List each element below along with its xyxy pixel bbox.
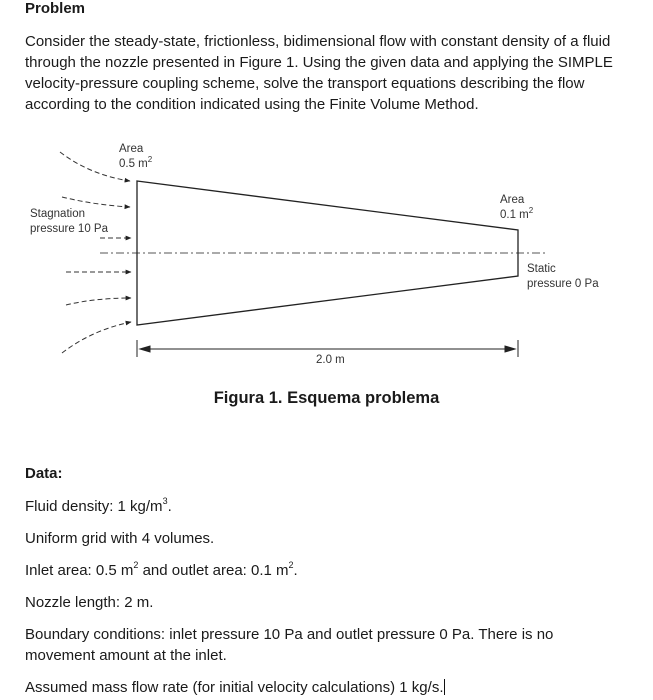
boundary-line: Boundary conditions: inlet pressure 10 Pa and outlet pressure 0 Pa. There is no movement amount at the inlet.: [25, 626, 554, 664]
text-caret: [444, 679, 445, 695]
length-label: 2.0 m: [316, 354, 345, 366]
data-heading: Data:: [25, 465, 63, 482]
problem-heading: Problem: [25, 0, 86, 17]
grid-line: Uniform grid with 4 volumes.: [25, 530, 215, 547]
stagnation-label: Stagnation: [30, 208, 85, 220]
static-value: pressure 0 Pa: [527, 278, 599, 290]
figure-caption: Figura 1. Esquema problema: [213, 389, 440, 407]
outlet-area-value: 0.1 $m^2$: [500, 206, 534, 221]
inlet-area-label: Area: [119, 143, 144, 155]
inlet-area-value: 0.5 $m^2$: [119, 155, 153, 170]
nozzle-diagram: [0, 135, 653, 375]
length-line: Nozzle length: 2 m.: [25, 594, 154, 611]
density-line: Fluid density: 1 $kg/m^3$.: [25, 496, 172, 515]
stagnation-value: pressure 10 Pa: [30, 223, 108, 235]
static-label: Static: [527, 263, 556, 275]
mass-flow-line: Assumed mass flow rate (for initial velocity calculations) 1 kg/s.: [25, 679, 444, 696]
problem-statement: Consider the steady-state, frictionless, bidimensional flow with constant density of a fluid through the nozzle presented in Figure 1. Using the given data and applying the SIMPLE velocity-pressure coupling scheme, solve the transport equations describing the flow according to the condition indicated using the Finite Volume Method.: [25, 33, 613, 113]
areas-line: Inlet area: 0.5 $m^2$ and outlet area: 0.1 $m^2$.: [25, 560, 298, 579]
outlet-area-label: Area: [500, 194, 525, 206]
